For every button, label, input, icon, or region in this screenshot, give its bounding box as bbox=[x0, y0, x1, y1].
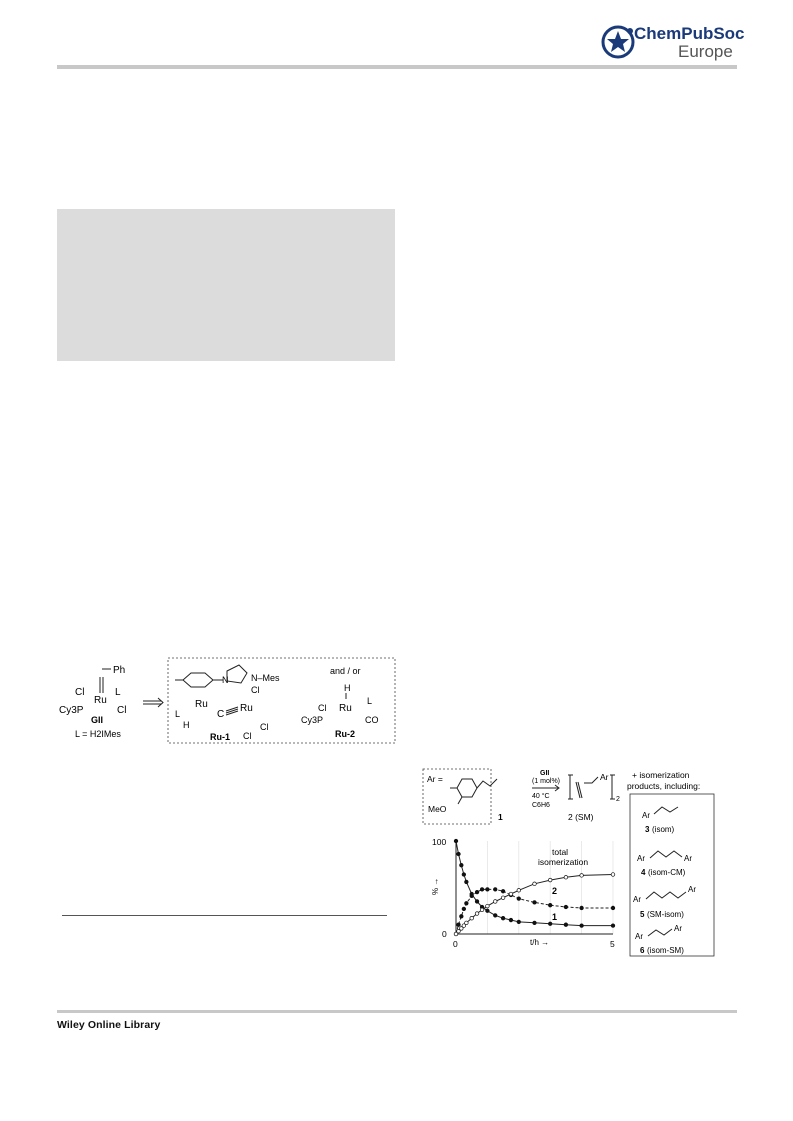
y-tick-bottom: 0 bbox=[442, 929, 447, 939]
series-1-point bbox=[501, 889, 505, 893]
series-0-point bbox=[509, 918, 513, 922]
series-0-point bbox=[564, 923, 568, 927]
gii-metal: Ru bbox=[94, 695, 107, 706]
product-ar: Ar bbox=[600, 772, 609, 782]
ru1-label: Ru-1 bbox=[210, 732, 230, 742]
series-1-point bbox=[564, 905, 568, 909]
ru1-cl-a: Cl bbox=[260, 722, 269, 732]
temperature: 40 °C bbox=[532, 793, 550, 800]
ru1-n: N bbox=[222, 675, 229, 685]
series-2-point bbox=[509, 892, 513, 896]
y-tick-top: 100 bbox=[432, 837, 447, 847]
series-2-point bbox=[486, 904, 490, 908]
series-1-point bbox=[475, 890, 479, 894]
product-5-ar-right: Ar bbox=[688, 885, 696, 894]
series-2-point bbox=[533, 882, 537, 886]
meo: MeO bbox=[428, 804, 447, 814]
ru2-metal: Ru bbox=[339, 703, 352, 714]
series-2-point bbox=[493, 900, 497, 904]
publisher-region: Europe bbox=[678, 42, 733, 61]
series-2-point bbox=[517, 888, 521, 892]
series-label-1: 1 bbox=[552, 912, 558, 922]
product-6-ar-right: Ar bbox=[674, 924, 682, 933]
compound1-label: 1 bbox=[498, 812, 503, 822]
series-0-point bbox=[493, 914, 497, 918]
series-0-point bbox=[465, 880, 469, 884]
series-0-point bbox=[462, 873, 466, 877]
series-1-point bbox=[480, 888, 484, 892]
gii-phosphine: Cy3P bbox=[59, 705, 84, 716]
product-4-num: 4 bbox=[641, 868, 646, 877]
series-0-point bbox=[454, 839, 458, 843]
product-6-ar-left: Ar bbox=[635, 932, 643, 941]
product-6-tag: (isom-SM) bbox=[647, 946, 684, 955]
gii-ligand: L bbox=[115, 687, 121, 698]
footnote-rule bbox=[62, 915, 387, 916]
gii-substituent: Ph bbox=[113, 665, 126, 676]
kinetics-chart bbox=[420, 833, 625, 958]
series-0-point bbox=[548, 922, 552, 926]
series-1-point bbox=[517, 897, 521, 901]
product-subscript: 2 bbox=[616, 796, 620, 803]
scheme-decomposition bbox=[55, 655, 400, 750]
series-1-point bbox=[533, 901, 537, 905]
shaded-box bbox=[57, 209, 395, 361]
series-2-point bbox=[465, 921, 469, 925]
y-axis-label: % → bbox=[431, 877, 440, 895]
product-3-ar: Ar bbox=[642, 811, 650, 820]
ru1-mes: N–Mes bbox=[251, 673, 280, 683]
gii-cl-1: Cl bbox=[75, 687, 85, 698]
solvent: C6H6 bbox=[532, 802, 550, 809]
series-1-point bbox=[580, 906, 584, 910]
series-0-point bbox=[501, 916, 505, 920]
plus-isomerization: + isomerization bbox=[632, 770, 690, 780]
publisher-logo bbox=[600, 22, 745, 62]
product-5-tag: (SM-isom) bbox=[647, 910, 684, 919]
series-1-point bbox=[465, 902, 469, 906]
x-axis-label: t/h → bbox=[530, 938, 550, 947]
product-3 bbox=[642, 807, 678, 834]
x-tick-left: 0 bbox=[453, 939, 458, 949]
ru1-carbide: C bbox=[217, 709, 225, 720]
series-2-point bbox=[548, 878, 552, 882]
ru2-co: CO bbox=[365, 715, 379, 725]
series-2-point bbox=[501, 896, 505, 900]
header-rule bbox=[57, 65, 737, 69]
product-4-ar-right: Ar bbox=[684, 854, 692, 863]
ru2-l: L bbox=[367, 696, 373, 706]
series-2-point bbox=[564, 875, 568, 879]
series-label-total-line2: isomerization bbox=[538, 857, 589, 867]
x-tick-right: 5 bbox=[610, 939, 615, 949]
series-label-total-line1: total bbox=[552, 847, 569, 857]
catalyst: GII bbox=[540, 770, 550, 777]
series-2-point bbox=[475, 912, 479, 916]
series-0-point bbox=[517, 920, 521, 924]
series-0-point bbox=[533, 921, 537, 925]
ru2-label: Ru-2 bbox=[335, 729, 355, 739]
product-4-tag: (isom-CM) bbox=[648, 868, 686, 877]
gii-label: GII bbox=[91, 715, 104, 725]
ru1-cl-b: Cl bbox=[243, 731, 252, 741]
series-2-point bbox=[611, 873, 615, 877]
series-1-point bbox=[611, 906, 615, 910]
and-or: and / or bbox=[330, 666, 361, 676]
series-0-point bbox=[611, 924, 615, 928]
product-3-num: 3 bbox=[645, 825, 650, 834]
series-1-point bbox=[486, 888, 490, 892]
ru2-phosphine: Cy3P bbox=[301, 715, 324, 725]
product-4-ar-left: Ar bbox=[637, 854, 645, 863]
series-0-point bbox=[457, 852, 461, 856]
series-1-point bbox=[462, 907, 466, 911]
ru1-metal-left: Ru bbox=[195, 699, 208, 710]
series-1-point bbox=[460, 915, 464, 919]
series-2-point bbox=[580, 874, 584, 878]
series-0-point bbox=[475, 900, 479, 904]
series-2-point bbox=[480, 908, 484, 912]
product-4 bbox=[637, 851, 692, 877]
ligand-definition: L = H2IMes bbox=[75, 729, 121, 739]
ru2-h: H bbox=[344, 683, 351, 693]
ru1-h: H bbox=[183, 720, 190, 730]
ru1-cl-top: Cl bbox=[251, 685, 260, 695]
series-0-point bbox=[486, 909, 490, 913]
product-6 bbox=[635, 924, 684, 955]
products-including: products, including: bbox=[627, 781, 701, 791]
footer-rule bbox=[57, 1010, 737, 1013]
chart-grid bbox=[487, 841, 613, 934]
series-1-point bbox=[470, 894, 474, 898]
wiley-online-library: Wiley Online Library bbox=[57, 1019, 161, 1031]
product-3-tag: (isom) bbox=[652, 825, 675, 834]
product-5 bbox=[633, 885, 696, 919]
series-label-2: 2 bbox=[552, 886, 558, 896]
ru1-metal-right: Ru bbox=[240, 703, 253, 714]
series-2-point bbox=[470, 916, 474, 920]
series-0-point bbox=[460, 863, 464, 867]
series-1-point bbox=[493, 888, 497, 892]
compound2-label: 2 (SM) bbox=[568, 812, 594, 822]
chart-series bbox=[454, 839, 615, 936]
ar-equals: Ar = bbox=[427, 774, 443, 784]
series-0-point bbox=[580, 924, 584, 928]
ru1-l: L bbox=[175, 709, 181, 719]
publisher-name: ChemPubSoc bbox=[634, 24, 745, 43]
product-6-num: 6 bbox=[640, 946, 645, 955]
series-1-point bbox=[457, 923, 461, 927]
series-2-point bbox=[457, 929, 461, 933]
product-5-ar-left: Ar bbox=[633, 895, 641, 904]
series-1-point bbox=[548, 903, 552, 907]
loading: (1 mol%) bbox=[532, 778, 561, 785]
ru2-cl: Cl bbox=[318, 703, 327, 713]
product-5-num: 5 bbox=[640, 910, 645, 919]
gii-cl-2: Cl bbox=[117, 705, 127, 716]
